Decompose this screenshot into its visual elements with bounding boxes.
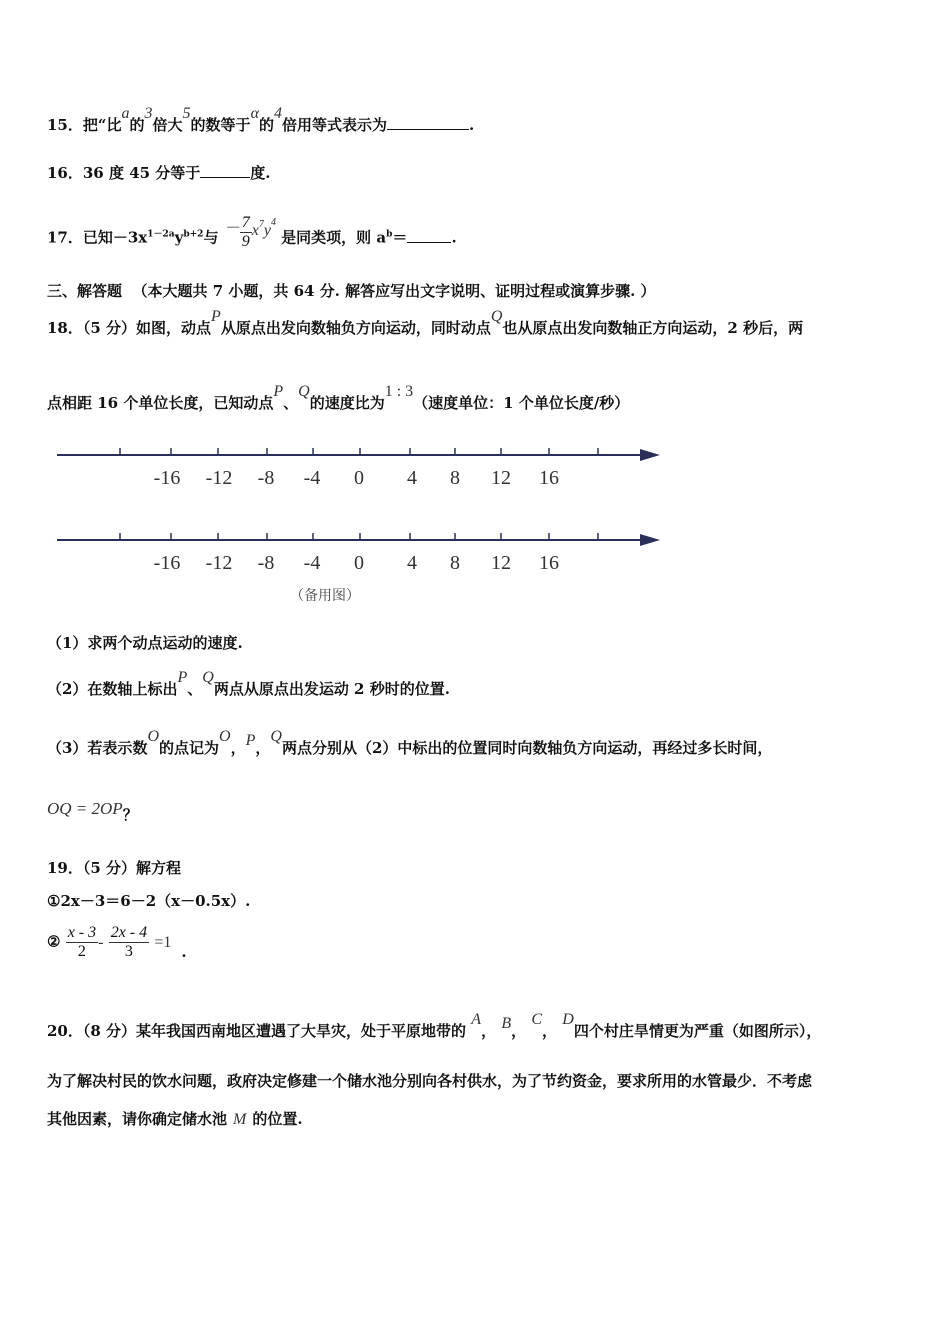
q20-number: 20． [47, 1022, 83, 1040]
axis-tick-label: 4 [407, 552, 417, 574]
section-title: 三、解答题 [47, 282, 123, 300]
question-18: 18．（5 分）如图，动点P从原点出发向数轴负方向运动，同时动点Q也从原点出发向数轴正方向运动，2 秒后，两 [47, 308, 804, 337]
question-16: 16．36 度 45 分等于 度. [47, 164, 271, 182]
question-19: 19．（5 分）解方程 [47, 859, 182, 877]
q16-answer-blank [200, 176, 250, 178]
q15-answer-blank [387, 128, 469, 130]
q19-equation-1: ①2x－3＝6－2（x－0.5x）. [47, 892, 251, 910]
axis-tick-label: -12 [205, 552, 233, 574]
speed-ratio: 1 : 3 [384, 383, 414, 400]
axis-tick-label: 0 [354, 552, 364, 574]
axis-tick-label: 16 [539, 467, 559, 489]
axis-tick-label: 12 [491, 552, 511, 574]
q18-part-1: （1）求两个动点运动的速度. [47, 634, 243, 652]
q17-number: 17． [47, 228, 83, 247]
axis-tick-label: -8 [257, 552, 275, 574]
axis-tick-label: -8 [257, 467, 275, 489]
q20-line-3: 其他因素，请你确定储水池 M 的位置. [47, 1110, 303, 1128]
number-line-2 [57, 533, 660, 574]
axis-tick-label: 4 [407, 467, 417, 489]
q18-line-2: 点相距 16 个单位长度，已知动点P、Q的速度比为1 : 3（速度单位：1 个单位长度/秒） [47, 383, 630, 412]
q18-number: 18． [47, 319, 83, 337]
q16-number: 16． [47, 164, 83, 182]
q19-number: 19． [47, 859, 83, 877]
question-17: 17．已知$-3x^{1-2a}y^{b+2}$与 － $\frac{7}{9}$ $x^7y^4$ 是同类项，则 $a^b=$ . [47, 214, 457, 250]
q19-fraction-1: $\frac{x - 3}{2}$ [67, 924, 97, 960]
axis-tick-label: -12 [205, 467, 233, 489]
axis-tick-label: 8 [450, 552, 460, 574]
q20-line-2: 为了解决村民的饮水问题，政府决定修建一个储水池分别向各村供水，为了节约资金，要求所用的水管最少．不考虑 [47, 1072, 813, 1090]
number-line-1 [57, 448, 660, 489]
q17-answer-blank [407, 241, 451, 243]
q18-part-3: （3）若表示数O的点记为O，P，Q两点分别从（2）中标出的位置同时向数轴负方向运动，再经过多长时间， [47, 728, 773, 757]
axis-tick-label: 0 [354, 467, 364, 489]
q19-equation-2: ② $\frac{x - 3}{2}$ - $\frac{2x - 4}{3}$ =1. [47, 924, 187, 961]
q15-number: 15． [47, 116, 83, 134]
q19-fraction-2: $\frac{2x - 4}{3}$ [110, 924, 148, 960]
axis-tick-label: -16 [153, 552, 181, 574]
section-description: （本大题共 7 小题，共 64 分. 解答应写出文字说明、证明过程或演算步骤. ） [132, 282, 656, 300]
number-lines-figure [0, 430, 950, 610]
spare-figure-caption: （备用图） [290, 588, 360, 604]
axis-tick-label: -4 [303, 552, 321, 574]
axis-tick-label: 16 [539, 552, 559, 574]
axis-tick-label: 12 [491, 467, 511, 489]
question-15: 15．把“比a的3倍大5的数等于α的4倍用等式表示为 . [47, 105, 475, 134]
q18-part-2: （2）在数轴上标出P、Q两点从原点出发运动 2 秒时的位置. [47, 669, 450, 698]
question-20: 20．（8 分）某年我国西南地区遭遇了大旱灾，处于平原地带的 A， B， C， D四个村庄旱情更为严重（如图所示）， [47, 1011, 822, 1040]
q17-fraction: $\frac{7}{9}$ [241, 214, 250, 250]
axis-tick-label: -16 [153, 467, 181, 489]
axis-tick-label: -4 [303, 467, 321, 489]
section-3-heading [47, 280, 656, 301]
q18-equation: OQ = 2OP？ [47, 799, 138, 824]
axis-tick-label: 8 [450, 467, 460, 489]
